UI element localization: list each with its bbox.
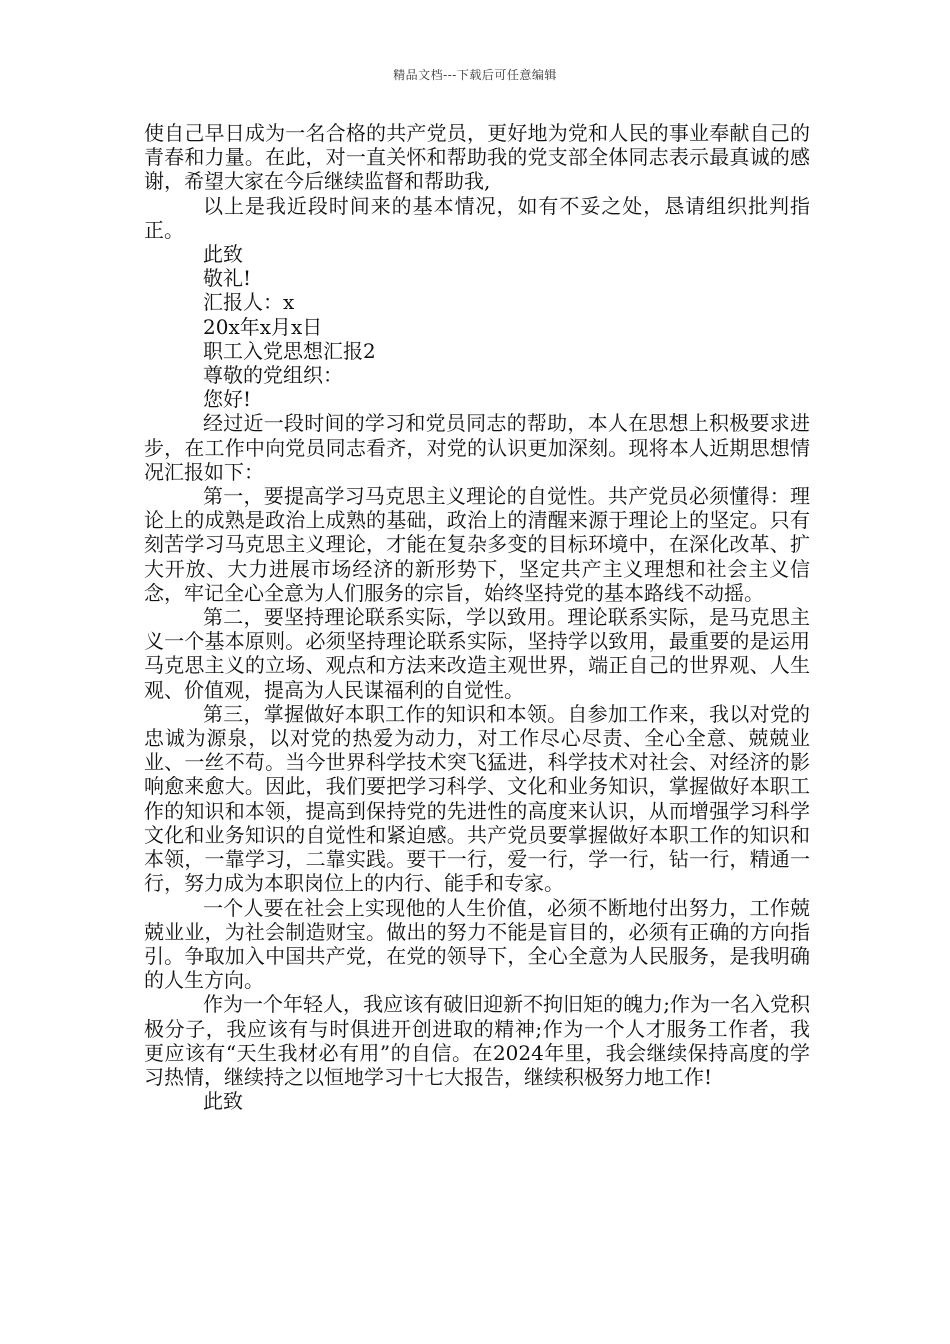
- reporter-line: 汇报人：x: [203, 290, 295, 315]
- paragraph: 一个人要在社会上实现他的人生价值，必须不断地付出努力，工作兢兢业业，为社会制造财宝。做出的努力不能是盲目的，必须有正确的方向指引。争取加入中国共产党，在党的领导下，全心全意为人民服务，是我明确的人生方向。: [144, 895, 810, 993]
- paragraph: 以上是我近段时间来的基本情况，如有不妥之处，恳请组织批判指正。: [144, 193, 810, 242]
- paragraph: 使自己早日成为一名合格的共产党员，更好地为党和人民的事业奉献自己的青春和力量。在此，对一直关怀和帮助我的党支部全体同志表示最真诚的感谢，希望大家在今后继续监督和帮助我,: [144, 121, 810, 194]
- closing-salutation: 此致: [203, 1089, 243, 1114]
- greeting-hello: 您好!: [203, 387, 252, 412]
- section-title: 职工入党思想汇报2: [203, 338, 376, 363]
- paragraph: 作为一个年轻人，我应该有破旧迎新不拘旧矩的魄力;作为一名入党积极分子，我应该有与时俱进开创进取的精神;作为一个人才服务工作者，我更应该有“天生我材必有用”的自信。在2024年里，我会继续保持高度的学习热情，继续持之以恒地学习十七大报告，继续积极努力地工作!: [144, 992, 810, 1089]
- document-body: [144, 121, 810, 1113]
- paragraph: 经过近一段时间的学习和党员同志的帮助，本人在思想上积极要求进步，在工作中向党员同志看齐，对党的认识更加深刻。现将本人近期思想情况汇报如下：: [144, 411, 810, 484]
- paragraph: 第三，掌握做好本职工作的知识和本领。自参加工作来，我以对党的忠诚为源泉，以对党的热爱为动力，对工作尽心尽责、全心全意、兢兢业业、一丝不苟。当今世界科学技术突飞猛进，科学技术对社会、对经济的影响愈来愈大。因此，我们要把学习科学、文化和业务知识，掌握做好本职工作的知识和本领，提高到保持党的先进性的高度来认识，从而增强学习科学文化和业务知识的自觉性和紧迫感。共产党员要掌握做好本职工作的知识和本领，一靠学习，二靠实践。要干一行，爱一行，学一行，钻一行，精通一行，努力成为本职岗位上的内行、能手和专家。: [144, 701, 810, 896]
- paragraph: 第一，要提高学习马克思主义理论的自觉性。共产党员必须懂得：理论上的成熟是政治上成熟的基础，政治上的清醒来源于理论上的坚定。只有刻苦学习马克思主义理论，才能在复杂多变的目标环境中，在深化改革、扩大开放、大力进展市场经济的新形势下，坚定共产主义理想和社会主义信念，牢记全心全意为人们服务的宗旨，始终坚持党的基本路线不动摇。: [144, 484, 810, 605]
- closing-salutation: 此致: [203, 242, 243, 267]
- greeting-line: 尊敬的党组织：: [203, 363, 343, 388]
- closing-regards: 敬礼!: [203, 266, 252, 291]
- date-line: 20x年x月x日: [203, 314, 323, 339]
- paragraph: 第二，要坚持理论联系实际，学以致用。理论联系实际，是马克思主义一个基本原则。必须坚持理论联系实际，坚持学以致用，最重要的是运用马克思主义的立场、观点和方法来改造主观世界，端正自己的世界观、人生观、价值观，提高为人民谋福利的自觉性。: [144, 605, 810, 702]
- page-header: 精品文档---下载后可任意编辑: [393, 68, 557, 82]
